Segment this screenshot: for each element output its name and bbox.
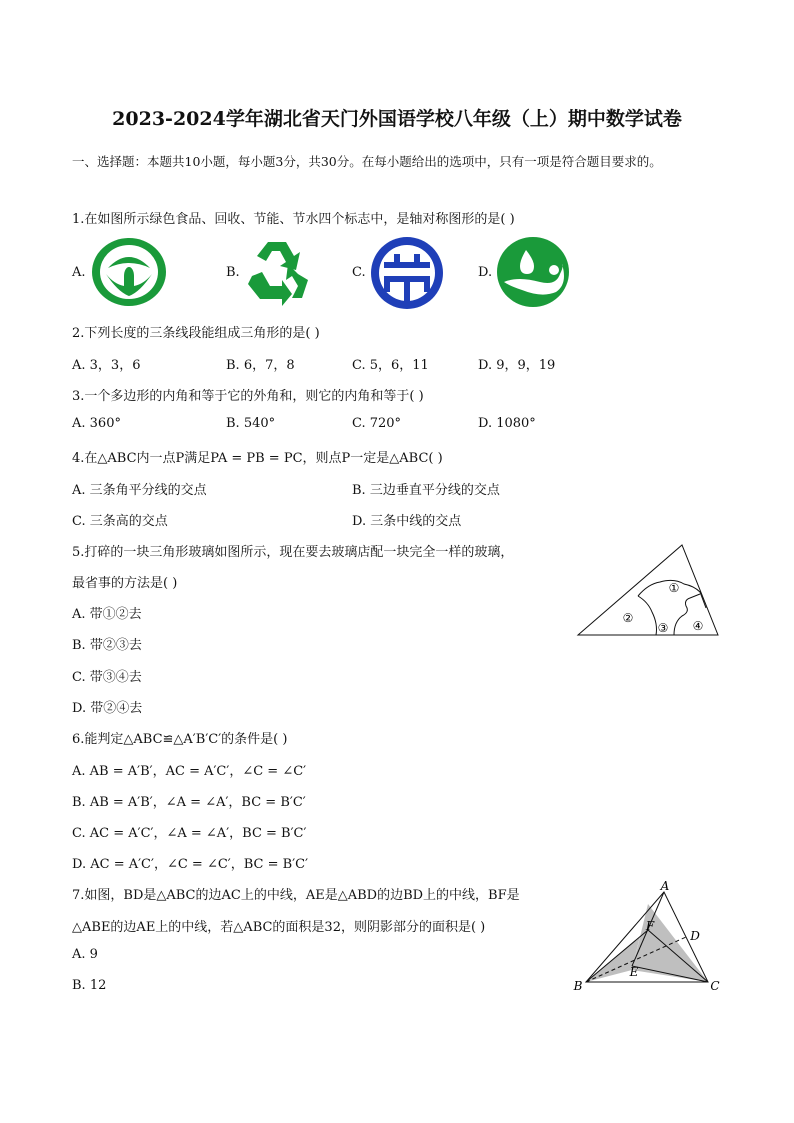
question-7-stem-line2: △ABE的边AE上的中线，若△ABC的面积是32，则阴影部分的面积是( ) xyxy=(72,920,486,935)
q1-option-b: B. xyxy=(226,265,240,280)
q5-option-d: D. 带②④去 xyxy=(72,701,143,716)
question-5-stem-line1: 5.打碎的一块三角形玻璃如图所示，现在要去玻璃店配一块完全一样的玻璃， xyxy=(72,545,514,560)
q3-option-a: A. 360° xyxy=(72,416,121,431)
fig5-label-2: ② xyxy=(622,611,634,625)
q1-option-a: A. xyxy=(72,265,86,280)
q2-option-a: A. 3，3，6 xyxy=(72,358,141,373)
q4-option-d: D. 三条中线的交点 xyxy=(352,514,462,529)
fig7-label-e: E xyxy=(629,965,639,979)
question-1-stem: 1.在如图所示绿色食品、回收、节能、节水四个标志中，是轴对称图形的是( ) xyxy=(72,212,515,227)
q3-option-d: D. 1080° xyxy=(478,416,536,431)
question-4-stem: 4.在△ABC内一点P满足PA = PB = PC，则点P一定是△ABC( ) xyxy=(72,451,443,466)
fig5-label-3: ③ xyxy=(657,621,669,635)
question-6-stem: 6.能判定△ABC≌△A′B′C′的条件是( ) xyxy=(72,732,288,747)
section-instructions: 一、选择题：本题共10小题，每小题3分，共30分。在每小题给出的选项中，只有一项是符合题目要求的。 xyxy=(72,154,662,169)
q3-option-b: B. 540° xyxy=(226,416,276,431)
q5-option-a: A. 带①②去 xyxy=(72,607,142,622)
q4-option-b: B. 三边垂直平分线的交点 xyxy=(352,483,500,498)
q6-option-c: C. AC = A′C′，∠A = ∠A′，BC = B′C′ xyxy=(72,826,307,841)
fig7-label-b: B xyxy=(573,979,583,993)
question-2-stem: 2.下列长度的三条线段能组成三角形的是( ) xyxy=(72,326,320,341)
question-5-stem-line2: 最省事的方法是( ) xyxy=(72,576,178,591)
q2-option-b: B. 6，7，8 xyxy=(226,358,295,373)
q3-option-c: C. 720° xyxy=(352,416,402,431)
triangle-medians-figure xyxy=(568,880,728,1000)
recycle-logo-icon xyxy=(242,236,314,308)
fig7-label-c: C xyxy=(710,979,720,993)
fig5-label-4: ④ xyxy=(692,619,704,633)
fig7-label-a: A xyxy=(660,880,670,893)
green-food-logo-icon xyxy=(90,236,168,308)
q2-option-c: C. 5，6，11 xyxy=(352,358,429,373)
page-title: 2023-2024学年湖北省天门外国语学校八年级（上）期中数学试卷 xyxy=(112,108,682,130)
water-saving-logo-icon xyxy=(496,236,570,308)
q4-option-c: C. 三条高的交点 xyxy=(72,514,168,529)
q6-option-b: B. AB = A′B′，∠A = ∠A′，BC = B′C′ xyxy=(72,795,306,810)
q6-option-a: A. AB = A′B′，AC = A′C′，∠C = ∠C′ xyxy=(72,764,307,779)
q4-option-a: A. 三条角平分线的交点 xyxy=(72,483,207,498)
broken-glass-figure xyxy=(574,542,724,640)
fig7-label-f: F xyxy=(645,919,655,933)
question-3-stem: 3.一个多边形的内角和等于它的外角和，则它的内角和等于( ) xyxy=(72,389,424,404)
q5-option-c: C. 带③④去 xyxy=(72,670,142,685)
fig7-label-d: D xyxy=(690,929,700,943)
q2-option-d: D. 9，9，19 xyxy=(478,358,556,373)
q5-option-b: B. 带②③去 xyxy=(72,638,142,653)
energy-saving-logo-icon xyxy=(370,236,444,310)
q7-option-a: A. 9 xyxy=(72,947,98,962)
q6-option-d: D. AC = A′C′，∠C = ∠C′，BC = B′C′ xyxy=(72,857,309,872)
fig5-label-1: ① xyxy=(668,581,680,595)
question-7-stem-line1: 7.如图，BD是△ABC的边AC上的中线，AE是△ABD的边BD上的中线，BF是 xyxy=(72,888,520,903)
q1-option-d: D. xyxy=(478,265,493,280)
q1-option-c: C. xyxy=(352,265,366,280)
q7-option-b: B. 12 xyxy=(72,978,107,993)
